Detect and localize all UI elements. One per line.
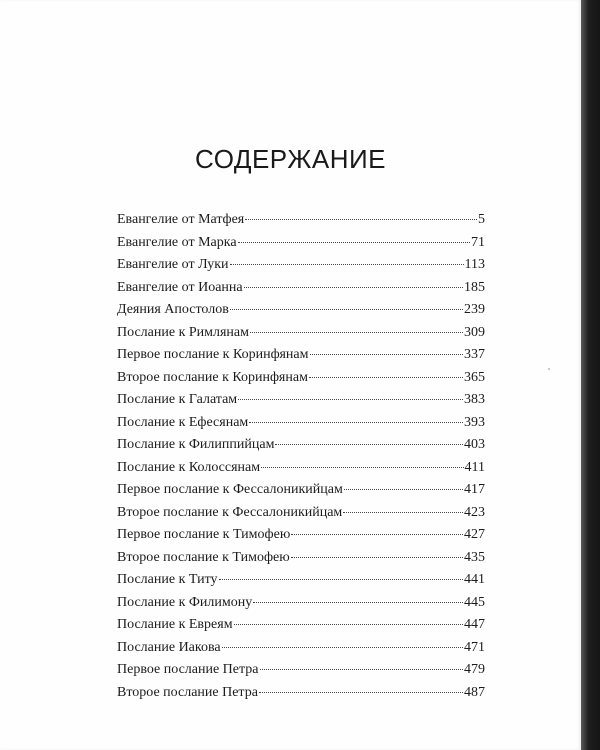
toc-entry-label: Деяния Апостолов (117, 302, 229, 317)
toc-entry-page: 403 (464, 437, 485, 452)
toc-entry-page: 113 (464, 257, 485, 272)
toc-entry-label: Первое послание Петра (117, 662, 259, 677)
toc-entry-label: Евангелие от Луки (117, 257, 229, 272)
toc-entry-label: Евангелие от Иоанна (117, 279, 243, 295)
dot-leader (249, 422, 463, 423)
toc-entry-label: Послание к Колоссянам (117, 459, 261, 475)
toc-entry (117, 595, 485, 618)
toc-entry (117, 550, 485, 573)
toc-entry-page: 427 (464, 527, 485, 542)
toc-entry (117, 482, 485, 505)
dot-leader (261, 467, 463, 468)
dot-leader (250, 332, 463, 333)
dot-leader (291, 534, 463, 535)
toc-entry-label: Первое послание к Фессалоникийцам (117, 482, 343, 497)
toc-entry-page: 445 (464, 594, 485, 610)
toc-entry (117, 460, 485, 483)
dot-leader (291, 557, 463, 558)
toc-entry (117, 640, 485, 663)
table-of-contents (117, 212, 485, 707)
toc-entry (117, 347, 485, 370)
toc-entry-page: 383 (464, 392, 485, 407)
toc-entry-label: Послание к Галатам (117, 392, 238, 407)
toc-entry-page: 309 (464, 324, 485, 340)
toc-entry (117, 415, 485, 438)
toc-entry-label: Второе послание к Фессалоникийцам (117, 504, 343, 520)
toc-entry (117, 257, 485, 280)
dot-leader (343, 512, 463, 513)
toc-entry (117, 662, 485, 685)
toc-entry-label: Второе послание Петра (117, 684, 258, 700)
dot-leader (260, 669, 463, 670)
toc-entry-label: Послание Иакова (117, 639, 221, 655)
toc-entry-page: 239 (464, 302, 485, 317)
toc-entry-label: Послание к Евреям (117, 617, 233, 632)
page-title: СОДЕРЖАНИЕ (194, 144, 386, 174)
dot-leader (238, 399, 463, 400)
dot-leader (238, 242, 470, 243)
toc-entry-page: 71 (471, 234, 485, 250)
toc-entry-page: 441 (464, 572, 485, 587)
toc-entry-label: Послание к Римлянам (117, 324, 250, 340)
toc-entry (117, 370, 485, 393)
toc-entry-page: 471 (464, 639, 485, 655)
toc-entry-page: 423 (464, 504, 485, 520)
toc-entry-label: Первое послание к Коринфянам (117, 347, 309, 362)
dot-leader (222, 647, 463, 648)
toc-entry-page: 5 (478, 212, 485, 227)
toc-entry (117, 325, 485, 348)
dot-leader (230, 264, 464, 265)
toc-entry-label: Второе послание к Коринфянам (117, 369, 308, 385)
dot-leader (344, 489, 463, 490)
toc-entry-label: Второе послание к Тимофею (117, 549, 290, 565)
toc-entry (117, 437, 485, 460)
dot-leader (245, 219, 477, 220)
toc-entry (117, 685, 485, 708)
toc-entry-label: Послание к Ефесянам (117, 414, 249, 430)
toc-entry-page: 365 (464, 369, 485, 385)
toc-entry-page: 417 (464, 482, 485, 497)
toc-entry-page: 487 (464, 684, 485, 700)
dot-leader (234, 624, 463, 625)
toc-entry-page: 435 (464, 549, 485, 565)
toc-entry-page: 479 (464, 662, 485, 677)
dot-leader (230, 309, 463, 310)
toc-entry-page: 185 (464, 279, 485, 295)
dot-leader (310, 354, 464, 355)
toc-entry (117, 212, 485, 235)
toc-entry (117, 572, 485, 595)
toc-entry (117, 505, 485, 528)
toc-entry-page: 411 (464, 459, 485, 475)
dot-leader (275, 444, 463, 445)
scan-background-edge (581, 0, 600, 750)
toc-entry-page: 337 (464, 347, 485, 362)
paper-speck (548, 368, 550, 370)
toc-entry (117, 392, 485, 415)
dot-leader (259, 692, 463, 693)
toc-entry-label: Послание к Филиппийцам (117, 437, 275, 452)
dot-leader (219, 579, 463, 580)
toc-entry-label: Евангелие от Матфея (117, 212, 245, 227)
toc-entry (117, 527, 485, 550)
toc-entry (117, 617, 485, 640)
dot-leader (253, 602, 463, 603)
toc-entry (117, 280, 485, 303)
toc-entry-label: Первое послание к Тимофею (117, 527, 291, 542)
toc-entry (117, 235, 485, 258)
toc-entry-label: Евангелие от Марка (117, 234, 237, 250)
dot-leader (244, 287, 463, 288)
dot-leader (309, 377, 463, 378)
toc-entry (117, 302, 485, 325)
toc-entry-page: 393 (464, 414, 485, 430)
toc-entry-label: Послание к Титу (117, 572, 218, 587)
toc-entry-label: Послание к Филимону (117, 594, 253, 610)
toc-entry-page: 447 (464, 617, 485, 632)
